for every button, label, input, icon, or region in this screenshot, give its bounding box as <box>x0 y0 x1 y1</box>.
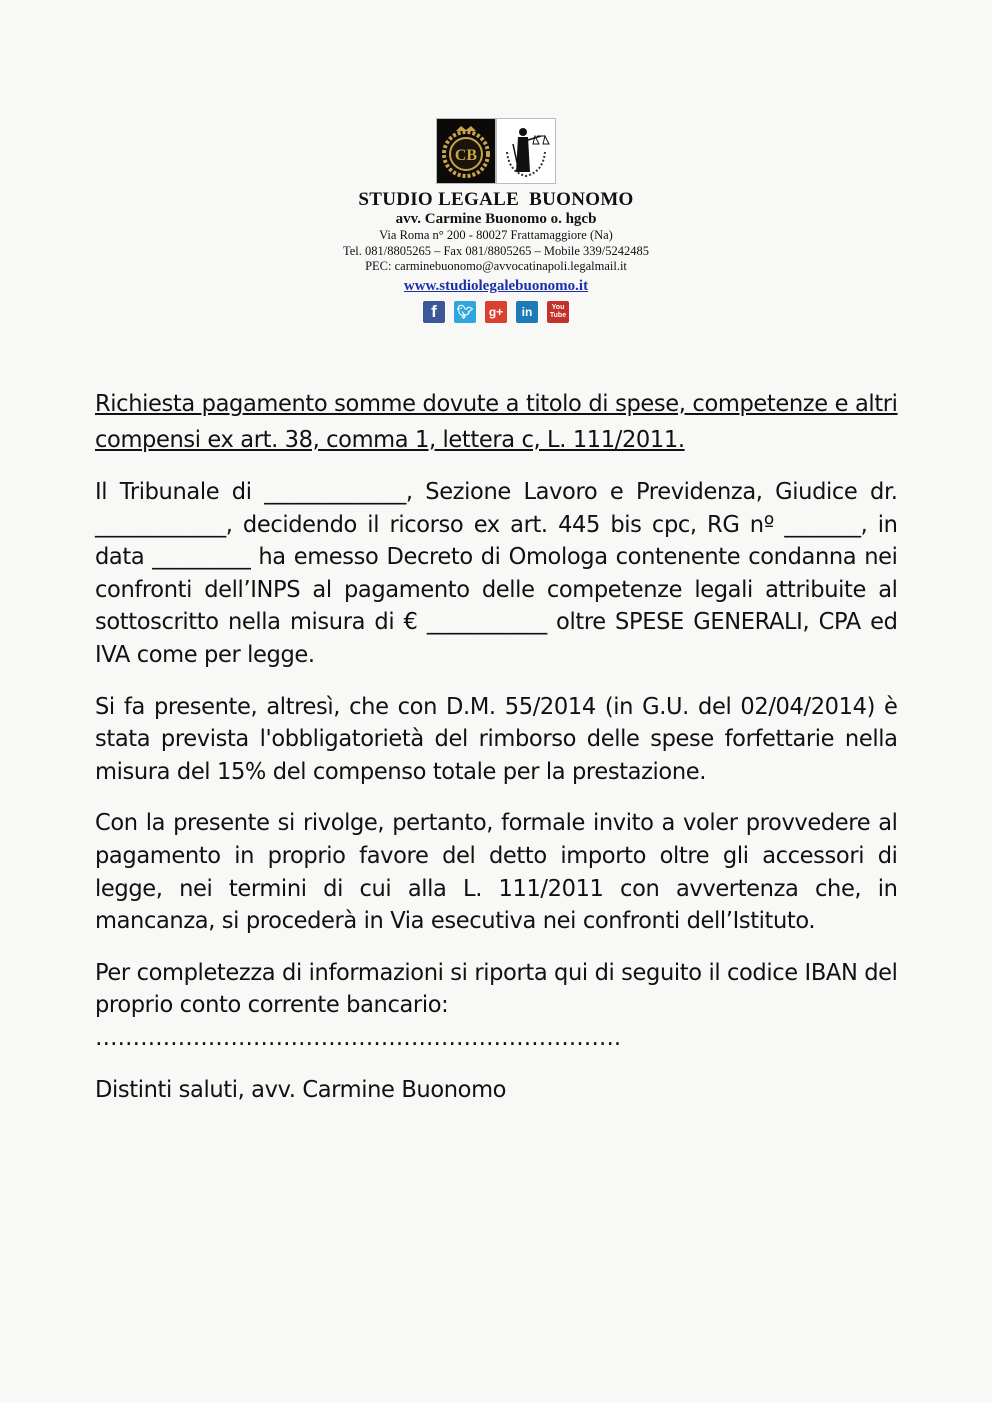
paragraph-dm-55-2014: Si fa presente, altresì, che con D.M. 55/2014 (in G.U. del 02/04/2014) è stata prevista l'obbligatorietà del rimborso delle spese forfettarie nella misura del 15% del compenso totale per la prestazione. <box>95 691 898 785</box>
letter-subject: Richiesta pagamento somme dovute a titolo di spese, competenze e altri compensi ex art. 38, comma 1, lettera c, L. 111/2011. <box>95 389 898 453</box>
letterhead <box>0 118 992 323</box>
svg-text:CB: CB <box>454 147 478 164</box>
youtube-icon[interactable]: You Tube <box>547 301 569 323</box>
paragraph-iban <box>95 956 898 1021</box>
lawyer-name: avv. Carmine Buonomo o. hgcb <box>395 211 597 227</box>
google-plus-icon[interactable]: g+ <box>485 301 507 323</box>
social-links <box>0 301 992 323</box>
paragraph-payment-request: Con la presente si rivolge, pertanto, formale invito a voler provvedere al pagamento in proprio favore del detto importo oltre gli accessori di legge, nei termini di cui alla L. 111/2011 con avvertenza che, in mancanza, si procederà in Via esecutiva nei confronti dell’Istituto. <box>95 808 898 935</box>
paragraph-decree: Il Tribunale di _____________, Sezione Lavoro e Previdenza, Giudice dr. ____________, decidendo il ricorso ex art. 445 bis cpc, RG nº _______, in data _________ ha emesso Decreto di Omologa contenente condanna nei confronti dell’INPS al pagamento delle competenze legali attribuite al sottoscritto nella misura di € ___________ oltre SPESE GENERALI, CPA ed IVA come per legge. <box>95 477 898 668</box>
firm-phones: Tel. 081/8805265 – Fax 081/8805265 – Mobile 339/5242485 <box>342 243 650 258</box>
iban-intro: Per completezza di informazioni si riporta qui di seguito il codice IBAN del proprio conto corrente bancario: <box>95 957 898 1019</box>
firm-name: STUDIO LEGALE BUONOMO <box>358 189 634 210</box>
letter-body <box>95 385 898 1124</box>
twitter-icon[interactable]: 🐦︎ <box>454 301 476 323</box>
linkedin-icon[interactable]: in <box>516 301 538 323</box>
logo-group <box>0 118 992 186</box>
firm-address: Via Roma n° 200 - 80027 Frattamaggiore (Na) <box>379 228 613 242</box>
firm-pec: PEC: carminebuonomo@avvocatinapoli.legalmail.it <box>365 259 627 273</box>
closing-signature: Distinti saluti, avv. Carmine Buonomo <box>95 1074 507 1103</box>
cb-crest-logo <box>436 118 496 184</box>
website-link[interactable]: www.studiolegalebuonomo.it <box>403 277 589 294</box>
iban-placeholder: ……………………………………………………………. <box>95 1022 622 1051</box>
lady-justice-logo <box>496 118 556 184</box>
facebook-icon[interactable]: f <box>423 301 445 323</box>
